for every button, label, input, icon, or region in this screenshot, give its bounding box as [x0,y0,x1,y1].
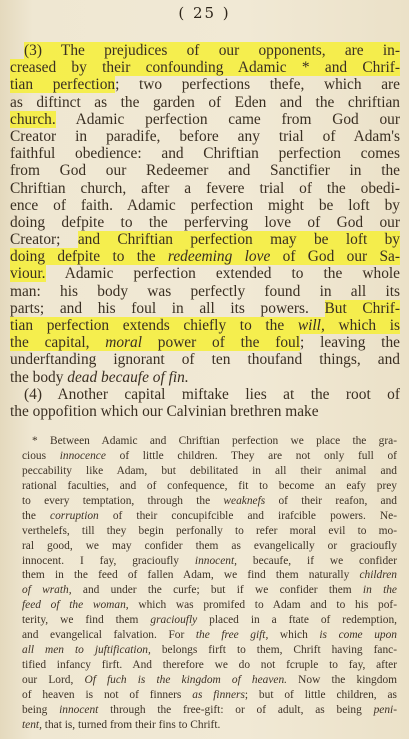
text-run: innocence [59,449,106,462]
footnote-line [22,613,397,628]
text-run: placed in a ftate of redemption, [197,614,397,627]
text-run: Now the kingdom [287,674,397,686]
text-run: Adamic perfection extended to the whole [45,265,400,283]
footnote-line [22,479,397,494]
footnote-line [22,583,397,598]
text-run: the free gift, [195,629,269,642]
main-text-line [10,197,400,214]
text-run: which [268,629,320,642]
footnote-line [22,628,397,643]
text-run: ; but of little children, as [244,688,397,701]
footnote-line [22,688,397,703]
highlighted-text: and Chriftian perfection may be loft by [77,231,400,249]
text-run: belongs firft to them, Chrift having fanc- [150,644,397,657]
text-run: rational faculties, and of confequence, fit to become an eafy prey [22,479,397,492]
text-run: all men to juftification, [22,644,151,657]
text-run: of wrath, [22,584,72,597]
page-number: ( 25 ) [178,4,231,22]
main-text-line [10,162,400,179]
text-run: that is, turned from their fins to Chrift. [41,718,221,731]
text-run: Creator in paradife, before any trial of Adam's [10,127,400,145]
text-run: ; two perfections thefe, which are [115,76,400,94]
text-run: dead becaufe of fin. [67,368,189,386]
text-run: innocent. I fay, gracioufly [22,554,195,567]
text-run: underftanding ignorant of ten thoufand things, and [10,351,400,369]
text-run: tified infancy firft. And therefore we do not fcruple to fay, after [22,659,397,672]
main-text-line [10,214,400,231]
main-text-line [10,248,400,265]
text-run: as diftinct as the garden of Eden and the chriftian [10,93,400,111]
main-text-line [10,283,400,300]
text-run: Chriftian church, after a fevere trial of the obedi- [10,179,400,197]
text-run: the [22,509,51,522]
text-run: verthelefs, till they begin perfonally to refer moral evil to mo- [22,524,397,537]
text-run: of their reafon, and [265,494,397,507]
footnote-line [22,568,397,583]
text-run: of little children. They are not only full of [105,449,397,462]
text-run: gracioufly [150,614,198,627]
highlighted-text: will, [297,317,325,334]
highlighted-text: redeeming love [167,248,271,266]
main-text-line [10,334,400,351]
text-run: Adamic perfection came from God our [55,110,400,128]
highlighted-text: creased by their confounding Adamic * and Chrif- [10,59,400,77]
text-run: doing defpite to the perferving love of God our [10,213,400,231]
text-run: * Between Adamic and Chriftian perfection we place the gra- [32,435,397,447]
main-text-line [10,369,400,386]
footnote-line [22,524,397,539]
main-text-line [10,76,400,93]
highlighted-text: power of the foul [142,334,301,352]
highlighted-text: church. [10,110,56,128]
text-run: being [22,703,60,716]
text-run: parts; and his foul in all its powers. [10,299,325,317]
main-text-line [10,145,400,162]
highlighted-text: doing defpite to the [10,248,168,266]
text-run: which was promifed to Adam and to his pof- [128,599,397,612]
highlighted-text: the capital, [10,334,106,352]
footnote-line [22,718,397,733]
main-text-line [10,94,400,111]
footnote-line [22,494,397,509]
text-run: feed of the woman, [22,599,129,612]
text-run: to every temptation, through the [22,494,224,507]
highlighted-text: tian perfection [10,76,116,94]
main-text-line [10,111,400,128]
highlighted-text: moral [105,334,143,352]
main-text-line [10,59,400,76]
text-run: of their concupifcible and irafcible powers. Ne- [98,509,397,522]
text-run: our Lord, [22,674,85,686]
main-text [10,42,400,420]
main-text-line [10,403,400,420]
footnote-line [22,464,397,479]
text-run: peccability like Adam, but debilitated in all their animal and [22,464,397,477]
text-run: is come upon [319,629,397,642]
main-text-line [10,300,400,317]
highlighted-text: of God our Sa- [270,248,400,266]
text-run: the body [10,368,68,386]
footnote-line [22,434,397,449]
text-run: innocent [59,703,99,716]
text-run: through the free-gift: or of adult, as being [98,703,374,716]
text-run: terity, we find them [22,614,151,627]
main-text-line [10,231,400,248]
text-run: ; leaving the [300,334,400,352]
main-text-line [10,128,400,145]
text-run: ral good, we may confider them as evangelically or gracioufly [22,539,397,552]
highlighted-text: which is [324,317,400,334]
text-run: the oppofition which our Calvinian brethren make [10,402,319,420]
footnote-line [22,509,397,524]
text-run: them in the feed of fallen Adam, we find them naturally [22,569,360,582]
text-run: innocent, [194,554,237,567]
footnote-line [22,539,397,554]
main-text-line [10,265,400,282]
text-run: man: his body was perfectly found in all its [10,282,400,300]
text-run: of heaven is not of finners [22,688,193,701]
main-text-line [10,317,400,334]
highlighted-text: viour. [10,265,46,283]
footnote-line [22,643,397,658]
footnote-line [22,658,397,673]
text-run: children [359,569,397,582]
main-text-line [10,42,400,59]
text-run: Of fuch is the kingdom of heaven. [84,674,288,686]
text-run: tent, [22,718,42,731]
highlighted-text: tian perfection extends chiefly to the [10,317,298,334]
footnote-line [22,703,397,718]
text-run: as finners [192,688,245,701]
footnote-line [22,554,397,569]
text-run: from God our Redeemer and Sanctifier in the [10,162,400,180]
footnote-line [22,449,397,464]
highlighted-text: But Chrif- [324,299,400,317]
text-run: corruption [50,509,99,522]
text-run: and evangelical falvation. For [22,629,196,642]
text-run: peni- [373,703,397,716]
text-run: ence of faith. Adamic perfection might be loft by [10,196,400,214]
text-run: and under the curfe; but if we confider them [71,584,363,597]
text-run: faithful obedience: and Chriftian perfection comes [10,145,400,163]
text-run: becaufe, if we confider [236,554,397,567]
text-run: cious [22,449,60,462]
text-run: weaknefs [223,494,266,507]
text-run: in the [362,584,397,597]
footnote-line [22,673,397,688]
main-text-line [10,351,400,368]
highlighted-text: (3) The prejudices of our opponents, are in- [24,42,400,59]
footnote-text [22,434,397,733]
main-text-line [10,386,400,403]
main-text-line [10,180,400,197]
text-run: (4) Another capital miftake lies at the root of [24,385,400,403]
footnote-line [22,598,397,613]
text-run: Creator; [10,231,78,249]
